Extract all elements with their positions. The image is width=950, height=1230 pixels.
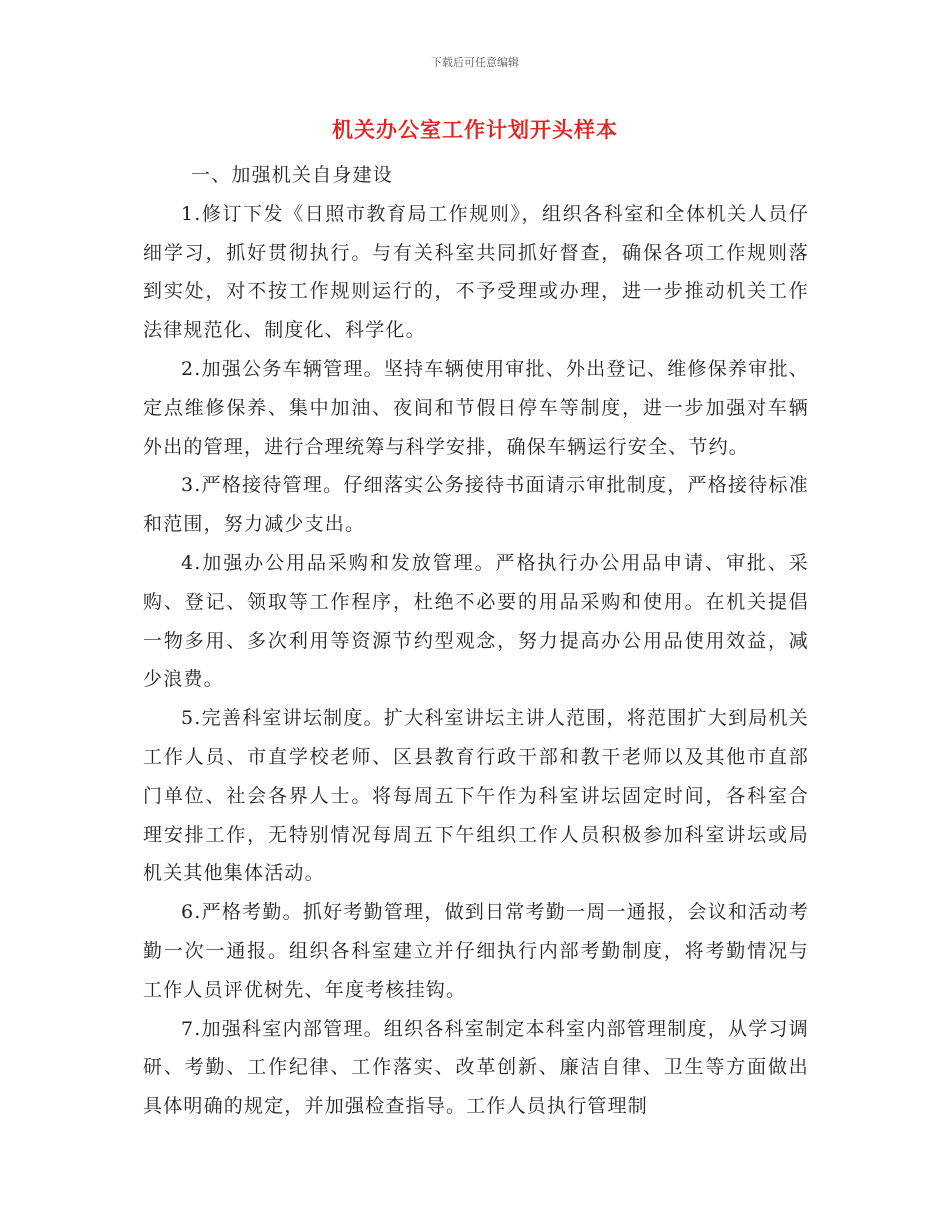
paragraph-1: 1.修订下发《日照市教育局工作规则》，组织各科室和全体机关人员仔细学习，抓好贯彻执行。与有关科室共同抓好督查，确保各项工作规则落到实处，对不按工作规则运行的，不予受理或办理，进一步推动机关工作法律规范化、制度化、科学化。 — [143, 202, 809, 342]
paragraph-4: 4.加强办公用品采购和发放管理。严格执行办公用品申请、审批、采购、登记、领取等工作程序，杜绝不必要的用品采购和使用。在机关提倡一物多用、多次利用等资源节约型观念，努力提高办公用品使用效益，减少浪费。 — [143, 551, 809, 691]
document-body — [143, 156, 809, 1126]
paragraph-2: 2.加强公务车辆管理。坚持车辆使用审批、外出登记、维修保养审批、定点维修保养、集中加油、夜间和节假日停车等制度，进一步加强对车辆外出的管理，进行合理统筹与科学安排，确保车辆运行安全、节约。 — [143, 357, 809, 458]
document-title: 机关办公室工作计划开头样本 — [332, 118, 618, 142]
header-note: 下载后可任意编辑 — [431, 56, 519, 69]
paragraph-3: 3.严格接待管理。仔细落实公务接待书面请示审批制度，严格接待标准和范围，努力减少支出。 — [143, 474, 809, 536]
section-heading: 一、加强机关自身建设 — [191, 164, 394, 186]
paragraph-6: 6.严格考勤。抓好考勤管理，做到日常考勤一周一通报，会议和活动考勤一次一通报。组织各科室建立并仔细执行内部考勤制度，将考勤情况与工作人员评优树先、年度考核挂钩。 — [143, 901, 809, 1001]
paragraph-5: 5.完善科室讲坛制度。扩大科室讲坛主讲人范围，将范围扩大到局机关工作人员、市直学校老师、区县教育行政干部和教干老师以及其他市直部门单位、社会各界人士。将每周五下午作为科室讲坛固定时间，各科室合理安排工作，无特别情况每周五下午组织工作人员积极参加科室讲坛或局机关其他集体活动。 — [143, 707, 809, 885]
paragraph-7: 7.加强科室内部管理。组织各科室制定本科室内部管理制度，从学习调研、考勤、工作纪律、工作落实、改革创新、廉洁自律、卫生等方面做出具体明确的规定，并加强检查指导。工作人员执行管理制 — [143, 1017, 809, 1118]
